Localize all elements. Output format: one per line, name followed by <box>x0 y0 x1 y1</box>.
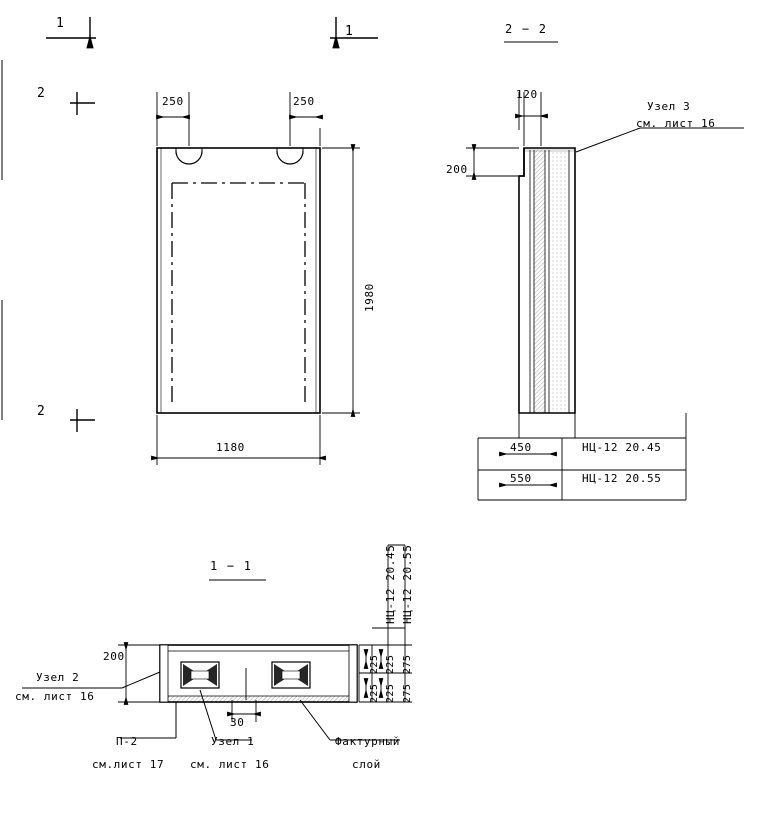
cut-mark-1-top-right-label: 1 <box>345 24 354 39</box>
plan-dim-225-c: 225 <box>385 654 396 674</box>
callout-node-1-label: Узел 1 <box>211 735 255 748</box>
front-dim-width: 1180 <box>216 441 245 454</box>
joint-insert-right <box>272 662 310 688</box>
callout-p2-sublabel: см.лист 17 <box>92 758 165 771</box>
cut-mark-2-upper-left <box>70 92 95 115</box>
section-1-1-title: 1 − 1 <box>210 559 253 573</box>
joint-insert-left <box>181 662 219 688</box>
section-2-2-dimensions <box>466 92 686 500</box>
cut-mark-1-top-left-label: 1 <box>56 16 65 31</box>
cut-mark-1-top-left <box>46 17 96 47</box>
plan-dim-275-a: 275 <box>402 654 413 674</box>
front-dim-top-left: 250 <box>162 95 184 108</box>
plan-dim-225-b: 225 <box>369 683 380 703</box>
callout-node-3-sublabel: см. лист 16 <box>636 117 716 130</box>
callout-texture-sublabel: слой <box>352 758 381 771</box>
side-mark-1: НЦ-12 20.45 <box>582 441 662 454</box>
side-dim-notch: 200 <box>446 163 468 176</box>
plan-dim-30: 30 <box>230 716 245 729</box>
plan-mark-1: НЦ-12 20.45 <box>384 544 397 624</box>
side-dim-width-2: 550 <box>510 472 532 485</box>
callout-node-3-label: Узел 3 <box>647 100 691 113</box>
side-dim-thickness: 120 <box>516 88 538 101</box>
front-dim-height: 1980 <box>363 283 376 312</box>
section-2-2-title: 2 − 2 <box>505 22 548 36</box>
cut-mark-2-lower-left <box>70 409 95 432</box>
side-dim-width-1: 450 <box>510 441 532 454</box>
callout-node-2-label: Узел 2 <box>36 671 80 684</box>
cut-mark-2-upper-left-label: 2 <box>37 86 46 101</box>
plan-dim-275-b: 275 <box>402 683 413 703</box>
callout-node-2-sublabel: см. лист 16 <box>15 690 95 703</box>
callout-node-1-sublabel: см. лист 16 <box>190 758 270 771</box>
plan-mark-2: НЦ-12 20.55 <box>401 544 414 624</box>
plan-dim-225-a: 225 <box>369 654 380 674</box>
section-1-1-view <box>160 580 357 702</box>
front-view-panel <box>157 148 320 413</box>
callout-p2-label: П-2 <box>116 735 138 748</box>
plan-dim-200: 200 <box>103 650 125 663</box>
cut-mark-1-top-right <box>330 17 378 47</box>
callout-node-3-leader <box>576 128 744 152</box>
cut-mark-2-lower-left-label: 2 <box>37 404 46 419</box>
section-2-2-view <box>504 42 575 413</box>
side-mark-2: НЦ-12 20.55 <box>582 472 662 485</box>
callout-texture-label: Фактурный <box>335 735 401 748</box>
plan-dim-225-d: 225 <box>385 683 396 703</box>
front-dim-top-right: 250 <box>293 95 315 108</box>
